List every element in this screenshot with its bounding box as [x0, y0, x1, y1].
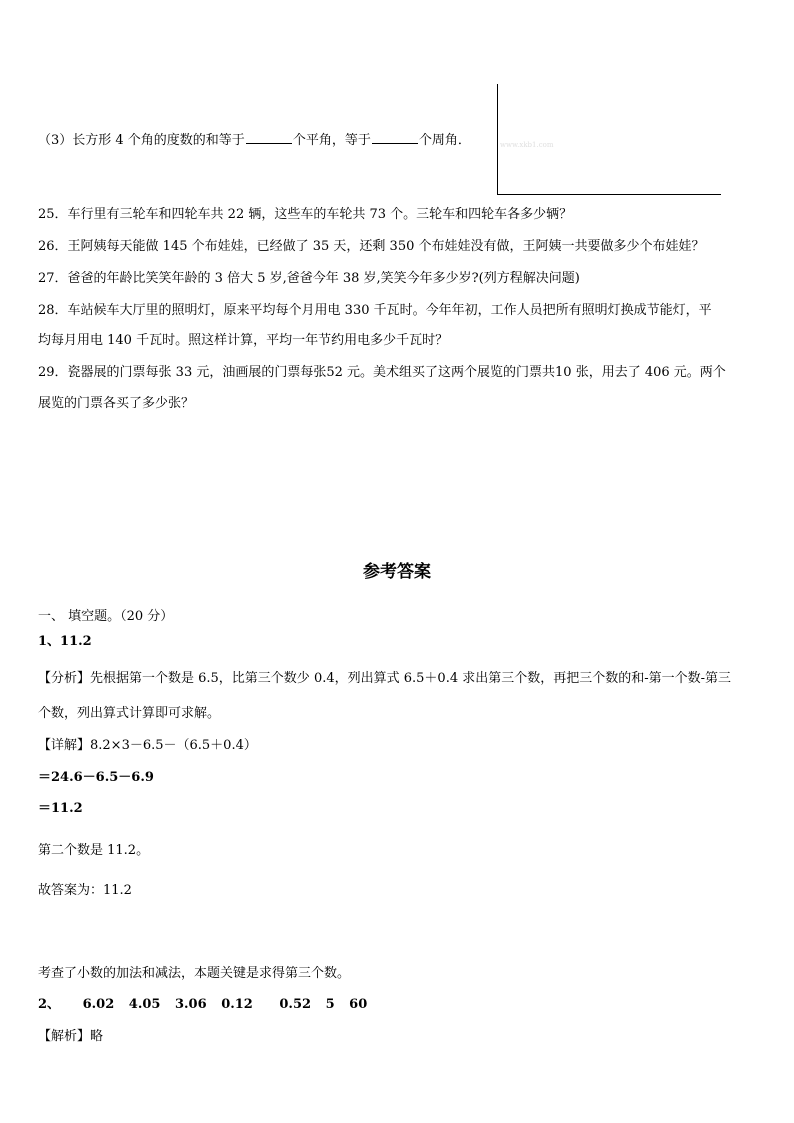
question-26: 26．王阿姨每天能做 145 个布娃娃，已经做了 35 天，还剩 350 个布娃娃没有做，王阿姨一共要做多少个布娃娃？	[38, 239, 705, 254]
answer-1: 1、11.2	[38, 634, 92, 649]
final-answer: 故答案为：11.2	[38, 883, 132, 898]
answer-2-value: 0.12	[221, 997, 253, 1012]
analysis-1-line1: 【分析】先根据第一个数是 6.5，比第三个数少 0.4，列出算式 6.5＋0.4 求出第三个数，再把三个数的和-第一个数-第三	[38, 671, 732, 686]
analysis-1-line2: 个数，列出算式计算即可求解。	[38, 706, 221, 721]
question-27: 27．爸爸的年龄比笑笑年龄的 3 倍大 5 岁,爸爸今年 38 岁,笑笑今年多少岁?(列方程解决问题)	[38, 271, 580, 286]
review-note: 考查了小数的加法和减法，本题关键是求得第三个数。	[38, 966, 351, 981]
detail-1: 【详解】8.2×3－6.5－（6.5＋0.4）	[38, 738, 257, 753]
question-25: 25．车行里有三轮车和四轮车共 22 辆，这些车的车轮共 73 个。三轮车和四轮车各多少辆？	[38, 207, 573, 222]
second-number-statement: 第二个数是 11.2。	[38, 843, 150, 858]
answer-blank-1[interactable]	[246, 131, 292, 144]
question-28-line1: 28．车站候车大厅里的照明灯，原来平均每个月用电 330 千瓦时。今年年初，工作人员把所有照明灯换成节能灯，平	[38, 303, 712, 318]
answer-2-analysis: 【解析】略	[38, 1029, 104, 1044]
answer-2-value: 60	[349, 997, 368, 1012]
q24-3-text-part1: （3）长方形 4 个角的度数的和等于	[38, 133, 245, 148]
answers-section-heading: 一、 填空题。（20 分）	[38, 609, 174, 624]
question-24-3	[38, 131, 471, 150]
question-28-line2: 均每月用电 140 千瓦时。照这样计算，平均一年节约用电多少千瓦时？	[38, 333, 449, 348]
answer-2-value: 6.02	[82, 997, 115, 1012]
detail-step-2: ＝11.2	[38, 801, 83, 816]
answer-2-value: 0.52	[279, 997, 312, 1012]
detail-step-1: ＝24.6－6.5－6.9	[38, 770, 154, 785]
right-angle-figure	[497, 84, 721, 195]
answer-2-value: 4.05	[128, 997, 161, 1012]
q24-3-text-part2: 个平角，等于	[292, 133, 371, 148]
answer-2-value: 3.06	[174, 997, 207, 1012]
question-29-line1: 29．瓷器展的门票每张 33 元，油画展的门票每张52 元。美术组买了这两个展览的门票共10 张，用去了 406 元。两个	[38, 365, 726, 380]
answer-blank-2[interactable]	[372, 131, 418, 144]
figure-watermark: www.xkb1.com	[500, 141, 554, 149]
answer-2-value: 5	[325, 997, 335, 1012]
q24-3-text-part3: 个周角．	[418, 133, 471, 148]
question-29-line2: 展览的门票各买了多少张？	[38, 396, 195, 411]
answer-2	[38, 996, 377, 1014]
answer-2-label: 2、	[38, 997, 61, 1012]
answers-title: 参考答案	[363, 562, 431, 582]
